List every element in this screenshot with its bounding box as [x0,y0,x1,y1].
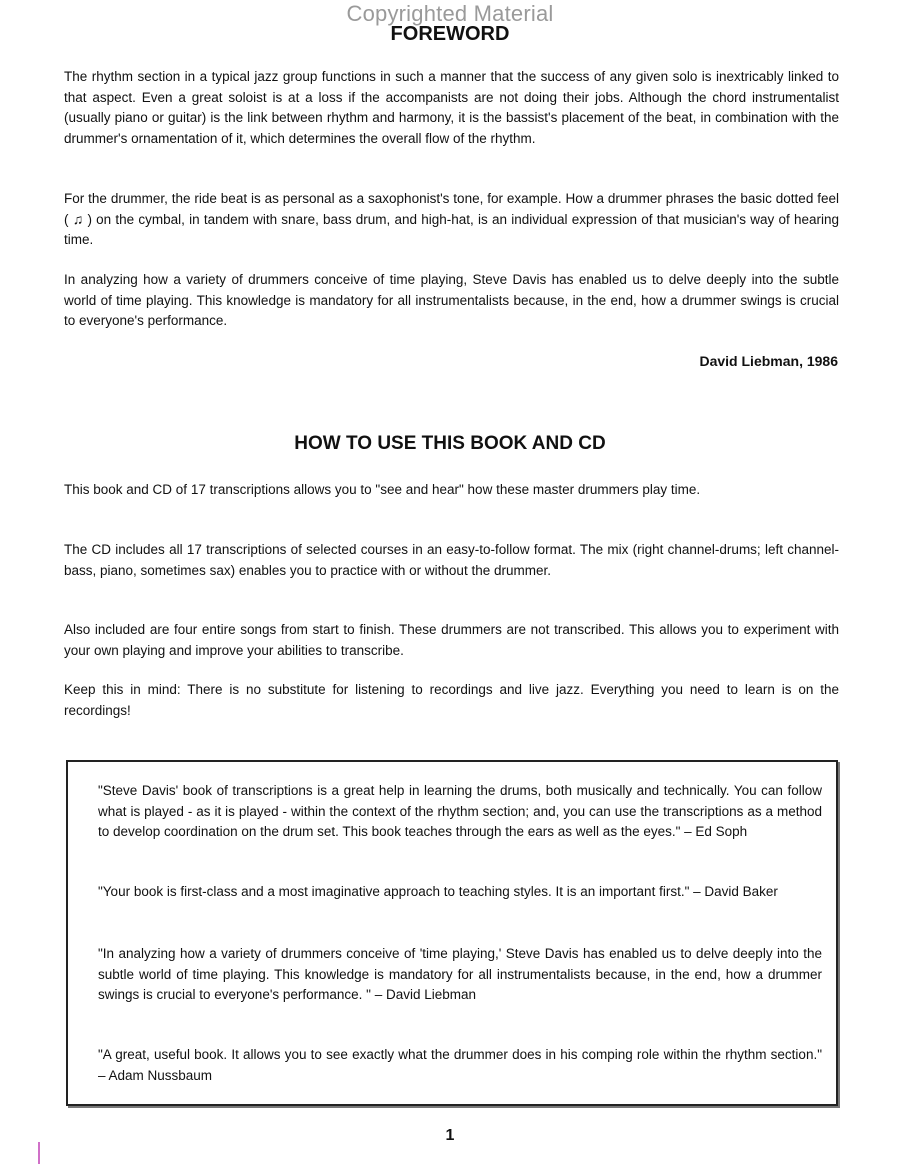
foreword-paragraph: The rhythm section in a typical jazz group functions in such a manner that the success of any given solo is inextricably linked to that aspect. Even a great soloist is at a loss if the accompanists are not doing their jobs. Although the chord instrumentalist (usually piano or guitar) is the link between rhythm and harmony, it is the bassist's placement of the beat, in combination with the drummer's ornamentation of it, which determines the overall flow of the rhythm. [64,69,839,146]
testimonial-quote: "Steve Davis' book of transcriptions is a great help in learning the drums, both musically and technically. You can follow what is played - as it is played - within the context of the rhythm section; and, you can use the transcriptions as a method to develop coordination on the drum set. This book teaches through the ears as well as the eyes." – Ed Soph [98,783,822,839]
edge-mark [38,1142,40,1164]
how-to-paragraph: The CD includes all 17 transcriptions of selected courses in an easy-to-follow format. The mix (right channel-drums; left channel-bass, piano, sometimes sax) enables you to practice with or without the drummer. [64,542,839,578]
testimonial-quote: "Your book is first-class and a most imaginative approach to teaching styles. It is an important first." – David Baker [98,884,778,899]
how-to-title: HOW TO USE THIS BOOK AND CD [294,433,606,454]
page-number: 1 [445,1127,455,1144]
testimonial-quote: "In analyzing how a variety of drummers conceive of 'time playing,' Steve Davis has enabled us to delve deeply into the subtle world of time playing. This knowledge is mandatory for all instrumentalists because, in the end, how a drummer swings is crucial to everyone's performance. " – David Liebman [98,946,822,1002]
how-to-paragraph: This book and CD of 17 transcriptions allows you to "see and hear" how these master drummers play time. [64,482,701,497]
testimonials-box [66,760,838,1106]
how-to-paragraph: Also included are four entire songs from start to finish. These drummers are not transcribed. This allows you to experiment with your own playing and improve your abilities to transcribe. [64,622,839,658]
paragraph-text: ) on the cymbal, in tandem with snare, bass drum, and high-hat, is an individual expression of that musician's way of hearing time. [64,211,839,247]
dotted-eighth-note-icon: ♫ [72,210,84,227]
foreword-title: FOREWORD [390,23,510,45]
foreword-paragraph: In analyzing how a variety of drummers conceive of time playing, Steve Davis has enabled us to delve deeply into the subtle world of time playing. This knowledge is mandatory for all instrumentalists because, in the end, how a drummer swings is crucial to everyone's performance. [64,272,839,328]
paragraph-text: For the drummer, the ride beat is as personal as a saxophonist's tone, for example. How a drummer phrases the basic dotted feel ( [64,191,839,227]
how-to-paragraph: Keep this in mind: There is no substitute for listening to recordings and live jazz. Everything you need to learn is on the recordings! [64,682,839,718]
testimonial-quote: "A great, useful book. It allows you to see exactly what the drummer does in his comping role within the rhythm section." – Adam Nussbaum [98,1047,822,1083]
foreword-signature: David Liebman, 1986 [699,353,838,369]
foreword-drummer-paragraph [64,189,839,251]
copyright-watermark: Copyrighted Material [346,1,554,26]
